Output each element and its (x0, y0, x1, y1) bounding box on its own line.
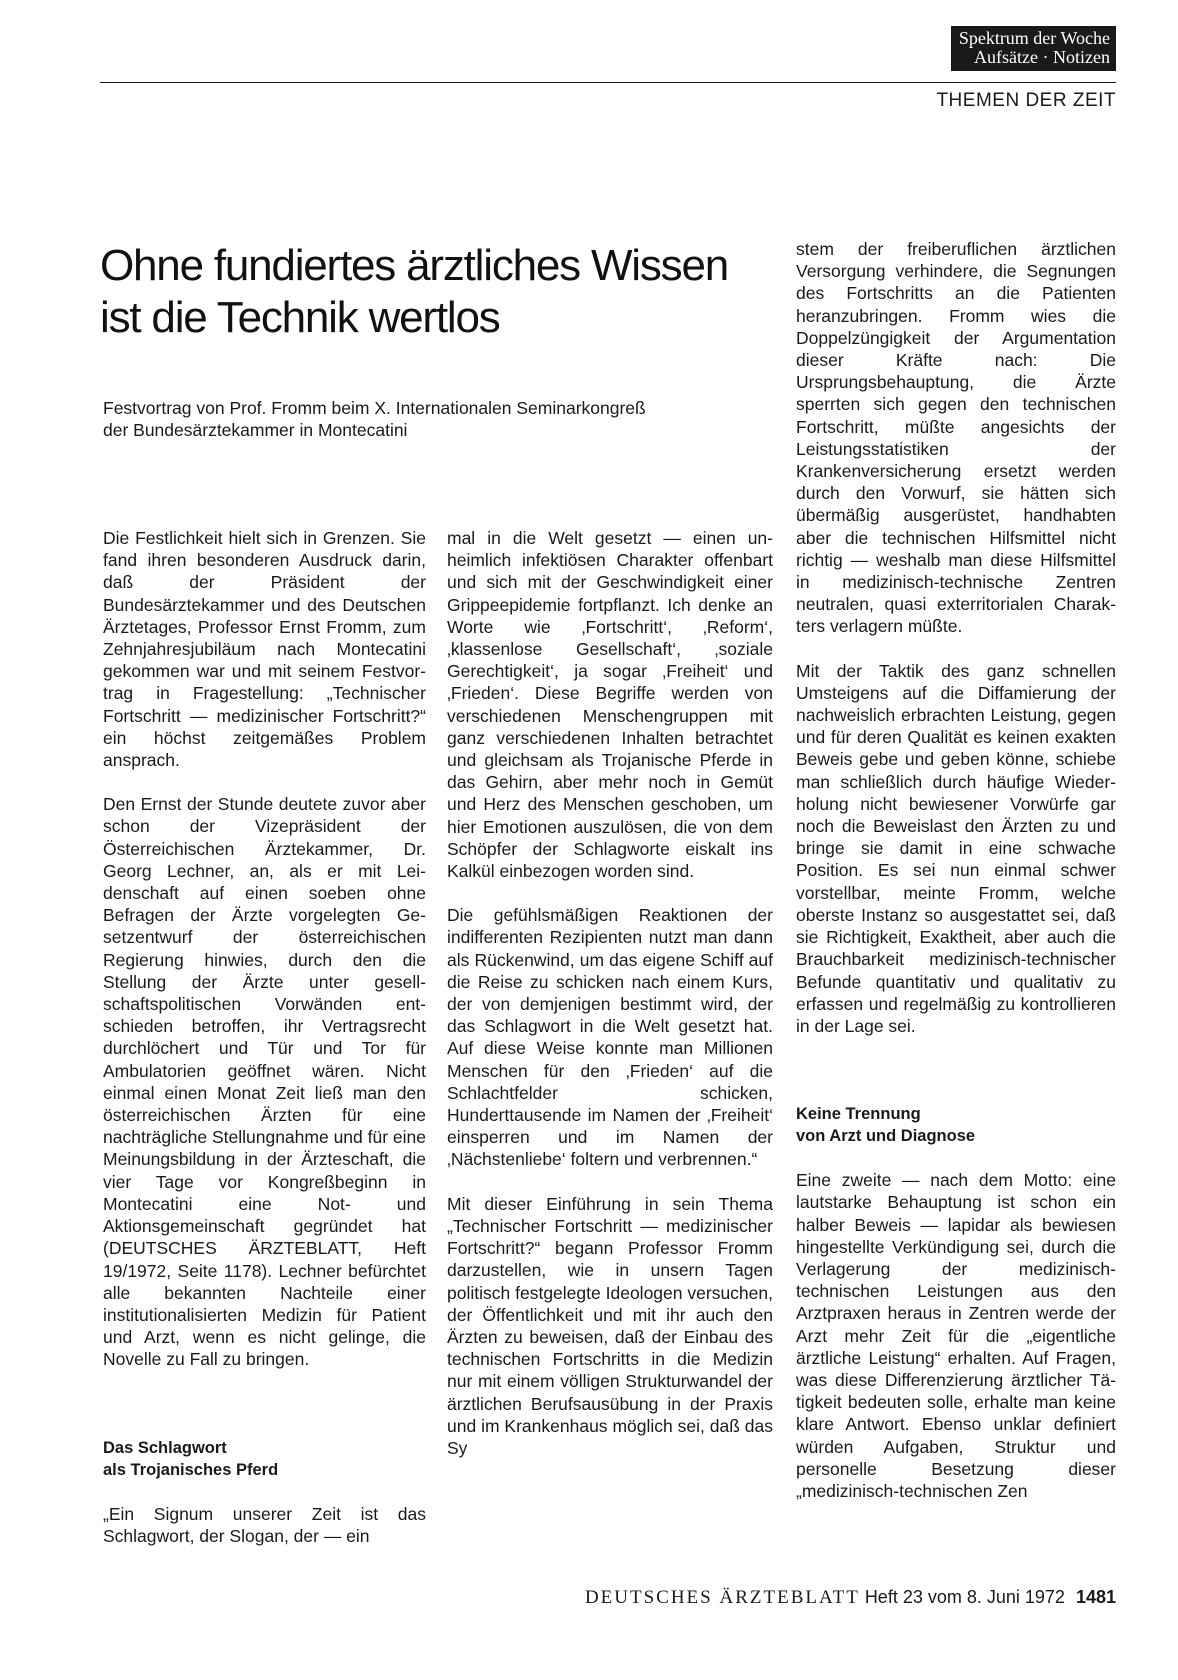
paragraph: Mit der Taktik des ganz schnellen Umsteigens auf die Diffamierung der nachweislich erbrachten Leistung, gegen und für deren Qualität es keinen exakten Beweis gebe und geben könne, schiebe man schließlich durch häufige Wiederholung nicht bewiesener Vorwürfe gar noch die Beweislast den Ärzten zu und bringe sie damit in eine schwache Position. Es sei nun einmal schwer vorstellbar, meinte Fromm, welche oberste Instanz so ausgestattet sei, daß sie Richtigkeit, Exaktheit, aber auch die Brauchbarkeit medizinisch-technischer Befunde quantitativ und qualitativ zu erfassen und regelmäßig zu kontrollieren in der Lage sei. (796, 660, 1116, 1036)
heading-line-2: als Trojanisches Pferd (103, 1460, 279, 1479)
paragraph: Eine zweite — nach dem Motto: eine lautstarke Behauptung ist schon ein halber Beweis — lapidar als bewiesen hingestellte Verkündigung sei, durch die Verlagerung der medizinisch-technischen Leistungen aus den Arztpraxen heraus in Zentren werde der Arzt mehr Zeit für die „eigentliche ärztliche Leistung“ erhalten. Auf Fragen, was diese Differenzierung ärztlicher Tätigkeit bedeuten solle, erhalte man keine klare Antwort. Ebenso unklar definiert würden Aufgaben, Struktur und personelle Besetzung dieser „medizinisch-technischen Zen (796, 1170, 1116, 1501)
heading-line-2: von Arzt und Diagnose (796, 1127, 976, 1146)
section-heading (796, 1103, 1116, 1147)
text-column-3 (796, 238, 1116, 1502)
issue-info: Heft 23 vom 8. Juni 1972 (864, 1587, 1065, 1607)
article-title (100, 240, 790, 344)
heading-line-1: Keine Trennung (796, 1105, 921, 1124)
title-line-2: ist die Technik wertlos (100, 293, 500, 342)
paragraph: „Ein Signum unserer Zeit ist das Schlagwort, der Slogan, der — ein (103, 1503, 426, 1546)
page-footer (585, 1587, 1116, 1609)
paragraph: stem der freiberuflichen ärztlichen Versorgung verhindere, die Segnungen des Fortschritts an die Patienten heranzubringen. Fromm wies die Doppelzüngigkeit der Argumentation dieser Kräfte nach: Die Ursprungsbehauptung, die Ärzte sperrten sich gegen den technischen Fortschritt, müßte angesichts der Leistungsstatistiken der Krankenversicherung ersetzt werden durch den Vorwurf, sie hätten sich übermäßig ausgerüstet, handhabten aber die technischen Hilfsmittel nicht richtig — weshalb man diese Hilfsmittel in medizinisch-technische Zentren neutralen, quasi exterritorialen Charakters verlagern müßte. (796, 239, 1116, 637)
text-column-2 (447, 527, 773, 1459)
section-name: THEMEN DER ZEIT (936, 90, 1116, 111)
top-rule (100, 82, 1116, 83)
subtitle-line-1: Festvortrag von Prof. Fromm beim X. Internationalen Seminarkongreß (103, 398, 646, 418)
journal-name: DEUTSCHES ÄRZTEBLATT (584, 1587, 860, 1608)
paragraph: Mit dieser Einführung in sein Thema „Technischer Fortschritt — medizinischer Fortschritt?“ begann Professor Fromm darzustellen, wie in unsern Tagen politisch festgelegte Ideologen versuchen, der Öffentlichkeit und mit ihr auch den Ärzten zu beweisen, daß der Einbau des technischen Fortschritts in die Medizin nur mit einem völligen Strukturwandel der ärztlichen Berufsausübung in der Praxis und im Krankenhaus möglich sei, daß das Sy (447, 1193, 773, 1458)
text-column-1 (103, 527, 426, 1547)
section-heading (103, 1437, 426, 1481)
badge-line-1: Spektrum der Woche (958, 28, 1110, 48)
title-line-1: Ohne fundiertes ärztliches Wissen (100, 241, 729, 290)
paragraph: Die gefühlsmäßigen Reaktionen der indifferenten Rezipienten nutzt man dann als Rückenwind, um das eigene Schiff auf die Reise zu schicken nach einem Kurs, der von demjenigen bestimmt wird, der das Schlagwort in die Welt gesetzt hat. Auf diese Weise konnte man Millionen Menschen für den ‚Frieden‘ auf die Schlachtfelder schicken, Hunderttausende im Namen der ‚Freiheit‘ einsperren und im Namen der ‚Nächstenliebe‘ foltern und verbrennen.“ (447, 905, 773, 1170)
article-subtitle (103, 397, 783, 441)
subtitle-line-2: der Bundesärztekammer in Montecatini (103, 420, 408, 440)
badge-line-2: Aufsätze · Notizen (974, 47, 1110, 67)
page-number: 1481 (1075, 1587, 1116, 1607)
paragraph: Den Ernst der Stunde deutete zuvor aber schon der Vizepräsident der Österreichischen Ärztekammer, Dr. Georg Lechner, an, als er mit Leidenschaft auf einen soeben ohne Befragen der Ärzte vorgelegten Gesetzentwurf der österreichischen Regierung hinwies, durch den die Stellung der Ärzte unter gesellschaftspolitischen Vorwänden entschieden betroffen, ihr Vertragsrecht durchlöchert und Tür und Tor für Ambulatorien geöffnet wären. Nicht einmal einen Monat Zeit ließ man den österreichischen Ärzten für eine nachträgliche Stellungnahme und für eine Meinungsbildung in der Ärzteschaft, die vier Tage vor Kongreßbeginn in Montecatini eine Not- und Aktionsgemeinschaft gegründet hat (DEUTSCHES ÄRZTEBLATT, Heft 19/1972, Seite 1178). Lechner befürchtet alle bekannten Nachteile einer institutionalisierten Medizin für Patient und Arzt, wenn es nicht gelinge, die Novelle zu Fall zu bringen. (103, 794, 426, 1370)
paragraph: Die Festlichkeit hielt sich in Grenzen. Sie fand ihren besonderen Ausdruck darin, daß der Präsident der Bundesärztekammer und des Deutschen Ärztetages, Professor Ernst Fromm, zum Zehnjahresjubiläum nach Montecatini gekommen war und mit seinem Festvortrag in Fragestellung: „Technischer Fortschritt — medizinischer Fortschritt?“ ein höchst zeitgemäßes Problem ansprach. (103, 528, 426, 771)
heading-line-1: Das Schlagwort (103, 1438, 227, 1457)
paragraph: mal in die Welt gesetzt — einen unheimlich infektiösen Charakter offenbart und sich mit der Geschwindigkeit einer Grippeepidemie fortpflanzt. Ich denke an Worte wie ‚Fortschritt‘, ‚Reform‘, ‚klassenlose Gesellschaft‘, ‚soziale Gerechtigkeit‘, ja sogar ‚Freiheit‘ und ‚Frieden‘. Diese Begriffe werden von verschiedenen Menschengruppen mit ganz verschiedenen Inhalten betrachtet und gleichsam als Trojanische Pferde in das Gehirn, aber mehr noch in Gemüt und Herz des Menschen geschoben, um hier Emotionen auszulösen, die von dem Schöpfer der Schlagworte eiskalt ins Kalkül einbezogen worden sind. (447, 528, 773, 882)
section-badge (951, 26, 1116, 71)
